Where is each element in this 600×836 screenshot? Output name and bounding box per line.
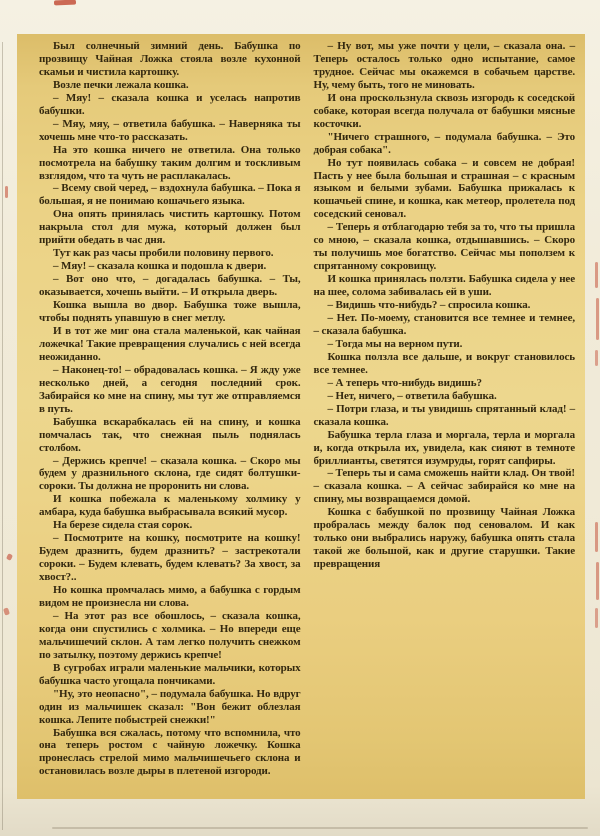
story-paragraph: На березе сидела стая сорок. (53, 519, 193, 532)
story-paragraph: – На этот раз все обошлось, – сказала кошка, когда они спустились с холмика. – Но впереди еще мальчишечий склон. А там легко получить снежком по затылку, поэтому держись крепче! (39, 609, 301, 661)
story-paragraph: Но тут появилась собака – и совсем не добрая! Пасть у нее была большая и страшная – с красным языком и белыми зубами. Бабушка прижалась к кошачьей спине, и кошка, как метеор, пролетела под соседский сеновал. (313, 156, 575, 221)
story-paragraph: Был солнечный зимний день. Бабушка по прозвищу Чайная Ложка стояла возле кухонной скамьи и чистила картошку. (39, 40, 301, 78)
red-pen-mark (6, 553, 13, 561)
story-paragraph: Но кошка промчалась мимо, а бабушка с гордым видом не произнесла ни слова. (39, 584, 301, 609)
red-pen-mark (595, 522, 598, 552)
story-paragraph: В сугробах играли маленькие мальчики, которых бабушка часто угощала пончиками. (39, 661, 301, 687)
story-paragraph: Она опять принялась чистить картошку. Потом накрыла стол для мужа, который должен был прийти обедать в час дня. (39, 208, 301, 247)
red-pen-mark (595, 608, 598, 628)
story-paragraph: – Нет. По-моему, становится все темнее и темнее, – сказала бабушка. (313, 312, 575, 337)
story-paragraph: – А теперь что-нибудь видишь? (327, 376, 482, 389)
red-pen-mark (3, 607, 10, 615)
story-paragraph: – Нет, ничего, – ответила бабушка. (327, 389, 497, 402)
story-paragraph: Бабушка терла глаза и моргала, терла и моргала и, когда открыла их, увидела, как сияют в темноте бриллианты, светятся изумруды, горят сапфиры. (313, 428, 575, 467)
story-paragraph: На это кошка ничего не ответила. Она только посмотрела на бабушку таким долгим и тоскливым взглядом, что та чуть не расплакалась. (39, 143, 301, 182)
story-paragraph: Кошка ползла все дальше, и вокруг становилось все темнее. (313, 350, 575, 376)
story-paragraph: – Ну вот, мы уже почти у цели, – сказала она. – Теперь осталось только одно испытание, самое трудное. Сейчас мы окажемся в собачьем царстве. Ну, чему быть, того не миновать. (313, 40, 575, 91)
story-paragraph: Кошка вышла во двор. Бабушка тоже вышла, чтобы поднять упавшую в снег метлу. (39, 299, 301, 325)
story-paragraph: – Видишь что-нибудь? – спросила кошка. (327, 299, 531, 312)
story-paragraph: Тут как раз часы пробили половину первого. (53, 247, 274, 260)
story-paragraph: И в тот же миг она стала маленькой, как чайная ложечка! Такие превращения случались с ней всегда неожиданно. (39, 324, 301, 363)
story-paragraph: Бабушка вся сжалась, потому что вспомнила, что она теперь ростом с чайную ложечку. Кошка пронеслась стрелой мимо мальчишечьего склона и остановилась возле дыры в плетеной изгороди. (39, 726, 301, 778)
page-bottom-shadow (52, 827, 588, 829)
red-pen-mark (5, 186, 8, 198)
story-paragraph: – Мяу, мяу, – ответила бабушка. – Наверняка ты хочешь мне что-то рассказать. (39, 117, 301, 143)
story-paragraph: – Потри глаза, и ты увидишь спрятанный клад! – сказала кошка. (313, 402, 575, 428)
story-paragraph: – Вот оно что, – догадалась бабушка. – Ты, оказывается, хочешь выйти. – И открыла дверь. (39, 273, 301, 299)
page-edge-line (2, 42, 3, 830)
story-text-block (17, 34, 585, 799)
story-paragraph: – Мяу! – сказала кошка и уселась напротив бабушки. (39, 91, 301, 117)
story-paragraph: – Всему свой черед, – вздохнула бабушка. – Пока я большая, я не понимаю кошачьего языка. (39, 182, 301, 208)
story-paragraph: Бабушка вскарабкалась ей на спину, и кошка помчалась так, что снежная пыль поднялась столбом. (39, 415, 301, 454)
story-paragraph: – Теперь я отблагодарю тебя за то, что ты пришла со мною, – сказала кошка, отдышавшись. – Скоро ты получишь мое богатство. Сейчас мы поползем к спрятанному сокровищу. (313, 221, 575, 273)
red-pen-mark (595, 350, 598, 366)
red-pen-mark (54, 0, 76, 5)
story-paragraph: Кошка с бабушкой по прозвищу Чайная Ложка пробралась между балок под сеновалом. И как только они выбрались наружу, бабушка опять стала такой же большой, как и другие старушки. Такие превращения (313, 506, 575, 571)
red-pen-mark (596, 562, 599, 600)
story-paragraph: – Мяу! – сказала кошка и подошла к двери. (53, 260, 267, 273)
red-pen-mark (595, 262, 598, 288)
story-paragraph: – Теперь ты и сама сможешь найти клад. Он твой! – сказала кошка. – А сейчас забирайся ко мне на спину, мы возвращаемся домой. (313, 467, 575, 506)
story-paragraph: Возле печки лежала кошка. (53, 78, 189, 91)
story-paragraph: "Ну, это неопасно", – подумала бабушка. Но вдруг один из мальчишек сказал: "Вон бежит облезлая кошка. Лепите побыстрей снежки!" (39, 687, 301, 726)
story-paragraph: И она проскользнула сквозь изгородь к соседской собаке, которая всегда получала от бабушки мясные косточки. (313, 91, 575, 130)
story-paragraph: – Наконец-то! – обрадовалась кошка. – Я жду уже несколько дней, а сегодня последний срок. Забирайся ко мне на спину, мы тут же отправляемся в путь. (39, 363, 301, 415)
story-paragraph: – Держись крепче! – сказала кошка. – Скоро мы будем у дразнильного склона, где сидят болтушки-сороки. Ты должна не проронить ни слова. (39, 454, 301, 493)
story-paragraph: "Ничего страшного, – подумала бабушка. – Это добрая собака". (313, 130, 575, 156)
story-paragraph: И кошка побежала к маленькому холмику у амбара, куда бабушка выбрасывала всякий мусор. (39, 493, 301, 519)
story-paragraph: – Посмотрите на кошку, посмотрите на кошку! Будем дразнить, будем дразнить? – застрекотали сороки. – Будем клевать, будем клевать? За хвост, за хвост?.. (39, 532, 301, 584)
story-paragraph: – Тогда мы на верном пути. (327, 337, 463, 350)
red-pen-mark (596, 298, 599, 340)
story-paragraph: И кошка принялась ползти. Бабушка сидела у нее на шее, солома забивалась ей в уши. (313, 273, 575, 299)
